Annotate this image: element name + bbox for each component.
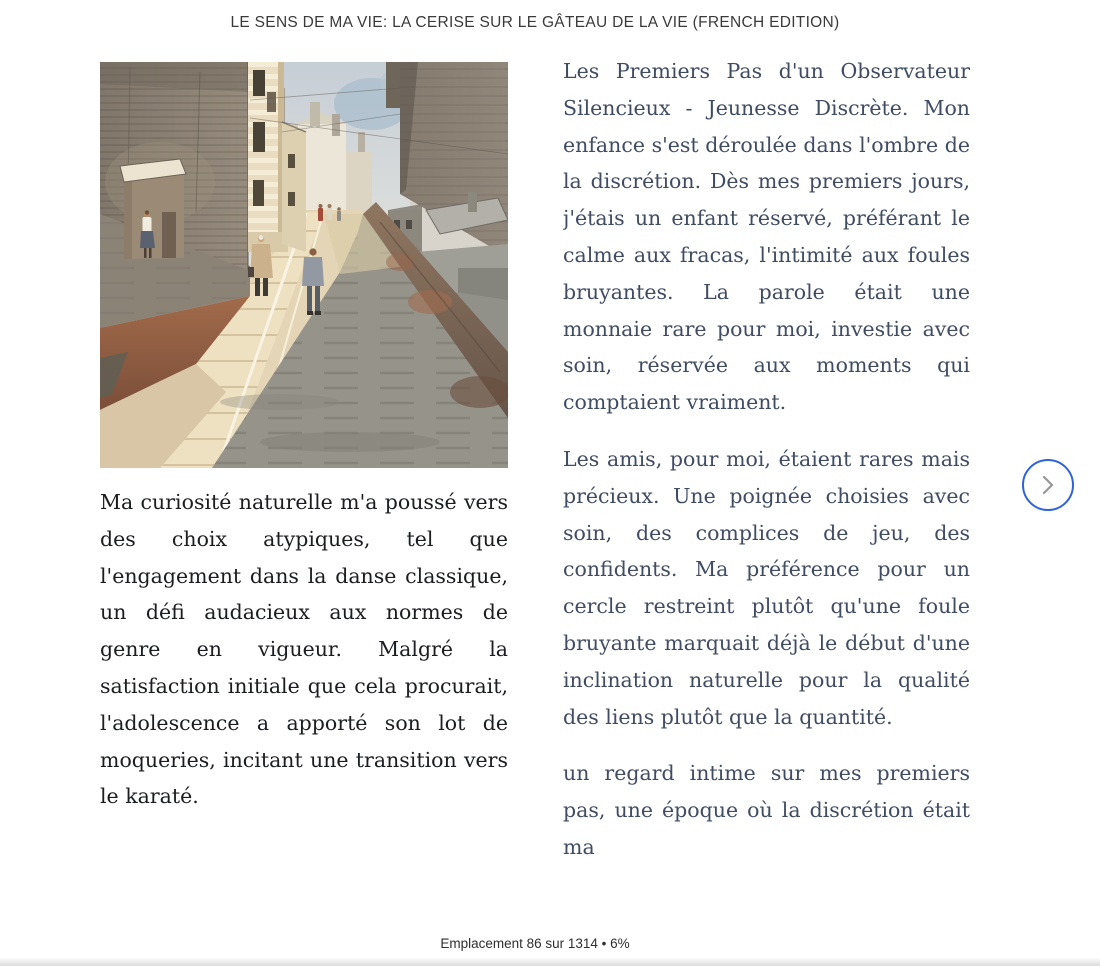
page-left-column (100, 62, 508, 815)
bottom-window-edge (0, 957, 1100, 966)
book-title: LE SENS DE MA VIE: LA CERISE SUR LE GÂTEAU DE LA VIE (FRENCH EDITION) (230, 14, 840, 31)
reading-progress-location: Emplacement 86 sur 1314 • 6% (440, 936, 630, 951)
next-page-button[interactable] (1022, 459, 1074, 511)
street-painting-image (100, 62, 508, 468)
book-paragraph: un regard intime sur mes premiers pas, une époque où la discrétion était ma (563, 761, 970, 859)
chevron-right-icon (1038, 474, 1058, 496)
book-paragraph-left: Ma curiosité naturelle m'a poussé vers des choix atypiques, tel que l'engagement dans la danse classique, un défi audacieux aux normes de genre en vigueur. Malgré la satisfaction initiale que cela procurait, l'adolescence a apporté son lot de moqueries, incitant une transition vers le karaté. (100, 490, 508, 809)
book-paragraph: Les Premiers Pas d'un Observateur Silencieux - Jeunesse Discrète. Mon enfance s'est déroulée dans l'ombre de la discrétion. Dès mes premiers jours, j'étais un enfant réservé, préférant le calme aux fracas, l'intimité aux foules bruyantes. La parole était une monnaie rare pour moi, investie avec soin, réservée aux moments qui comptaient vraiment. (563, 59, 970, 415)
book-paragraph: Les amis, pour moi, étaient rares mais précieux. Une poignée choisies avec soin, des complices de jeu, des confidents. Ma préférence pour un cercle restreint plutôt qu'une foule bruyante marquait déjà le début d'une inclination naturelle pour la qualité des liens plutôt que la quantité. (563, 446, 970, 729)
page-right-column (563, 53, 970, 867)
